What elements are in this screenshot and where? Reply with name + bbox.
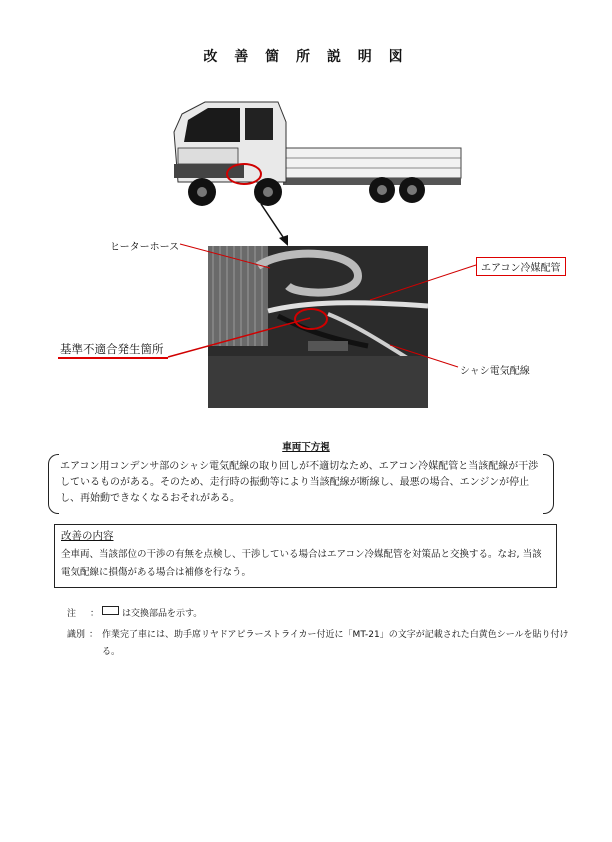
improvement-box bbox=[54, 524, 557, 588]
fault-location-label: 基準不適合発生箇所 bbox=[60, 342, 164, 356]
bracket-left bbox=[48, 454, 59, 514]
identification-colon: ： bbox=[89, 630, 99, 640]
improvement-text: 全車両、当該部位の干渉の有無を点検し、干渉している場合はエアコン冷媒配管を対策品と交換する。なお, 当該電気配線に損傷がある場合は補修を行なう。 bbox=[61, 549, 542, 578]
truck-illustration bbox=[160, 92, 465, 210]
fault-underline bbox=[58, 357, 168, 359]
identification-text: 作業完了車には、助手席リヤドアピラーストライカー付近に「MT-21」の文字が記載された白黄色シールを貼り付ける。 bbox=[102, 630, 569, 657]
improvement-heading: 改善の内容 bbox=[61, 530, 114, 542]
heater-hose-label: ヒーターホース bbox=[110, 242, 180, 253]
condenser-photo bbox=[208, 246, 428, 408]
vehicle-under-view-caption: 車両下方視 bbox=[282, 442, 330, 453]
description-text: エアコン用コンデンサ部のシャシ電気配線の取り回しが不適切なため、エアコン冷媒配管と当該配線が干渉しているものがある。そのため、走行時の振動等により当該配線が断線し、最悪の場合、エンジンが停止し、再始動できなくなるおそれがある。 bbox=[60, 461, 539, 504]
arrow-icon bbox=[255, 200, 295, 248]
note-key: 注 bbox=[67, 609, 77, 619]
replacement-part-box-icon bbox=[102, 606, 119, 615]
aircon-pipe-label: エアコン冷媒配管 bbox=[476, 257, 566, 276]
chassis-wire-label: シャシ電気配線 bbox=[460, 366, 530, 377]
bracket-right bbox=[543, 454, 554, 514]
note-text: は交換部品を示す。 bbox=[122, 609, 203, 619]
note-colon: ： bbox=[90, 609, 100, 619]
description-box bbox=[48, 454, 554, 512]
identification-key: 識別 bbox=[67, 630, 86, 640]
page-title: 改 善 箇 所 説 明 図 bbox=[203, 49, 409, 65]
